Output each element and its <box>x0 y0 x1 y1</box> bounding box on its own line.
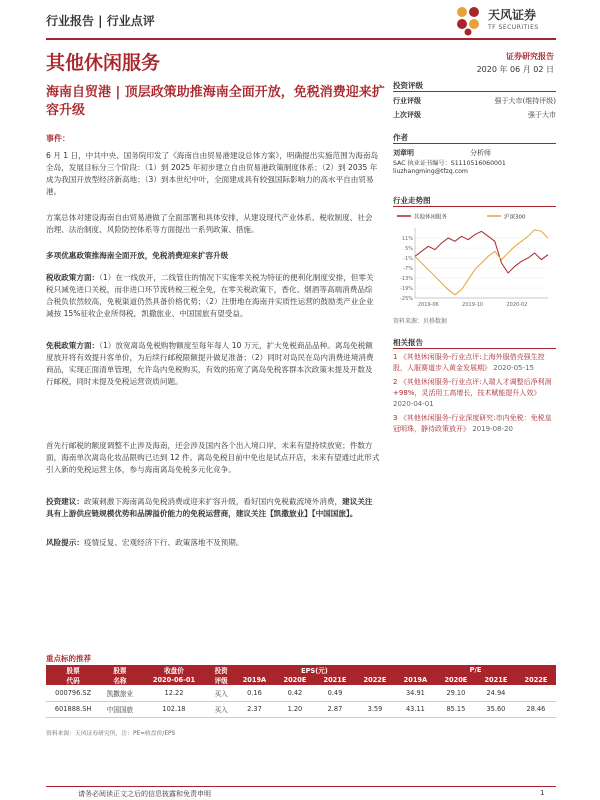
paragraph-3: 多项优惠政策推海南全面开放，免税消费迎来扩容升级 <box>46 251 229 260</box>
cell: 凯撒旅业 <box>100 685 139 701</box>
invest-label: 投资建议： <box>46 497 84 506</box>
report-label: 证券研究报告 <box>506 52 554 61</box>
author-title: 作者 <box>393 133 408 142</box>
logo-en: TF SECURITIES <box>488 24 539 31</box>
related-title: 相关报告 <box>393 338 423 347</box>
tax-paragraph <box>46 272 380 320</box>
industry-name: 其他休闲服务 <box>46 52 161 74</box>
series-line <box>415 230 548 295</box>
th-eps-2019: 2019A <box>234 675 275 685</box>
table-title: 重点标的推荐 <box>46 654 91 663</box>
th-pe-2019: 2019A <box>395 675 436 685</box>
prev-rating-label: 上次评级 <box>393 111 421 119</box>
table-row <box>46 701 556 717</box>
logo-name: 天风证券 <box>488 8 537 22</box>
x-tick-label: 2019-06 <box>417 302 439 308</box>
cell: 85.15 <box>436 701 476 717</box>
author-email: liuzhangming@tfzq.com <box>393 168 468 175</box>
th-name: 名称 <box>100 675 139 685</box>
th-eps-2022: 2022E <box>355 675 395 685</box>
legend-label: 其他休闲服务 <box>414 214 448 221</box>
th-pe-2022: 2022E <box>516 675 556 685</box>
table-source: 资料来源：天风证券研究所，注：PE=收盘价/EPS <box>46 731 176 737</box>
related-item[interactable] <box>393 413 556 435</box>
related-date: 2019-08-20 <box>472 425 513 433</box>
cell: 2.37 <box>234 701 275 717</box>
table-row <box>46 685 556 701</box>
event-paragraph: 6 月 1 日，中共中央、国务院印发了《海南自由贸易港建设总体方案》，明确提出实施范围为海南岛全岛，发展目标分三个阶段：（1）到 2025 年初步建立自由贸易港政策制度体系；（2）到 2035 年成为我国开放型经济新高地；（3）到本世纪中叶，全面建成具有较强国际影响力的高水平自由贸易港。 <box>46 151 379 196</box>
cell: 34.91 <box>395 685 436 701</box>
table-header-row-1 <box>46 665 556 675</box>
th-stock-1: 股票 <box>46 665 100 675</box>
tax-label: 税收政策方面： <box>46 273 100 282</box>
cell <box>355 685 395 701</box>
cell <box>516 685 556 701</box>
cell: 买入 <box>208 701 234 717</box>
cell: 3.59 <box>355 701 395 717</box>
y-tick-label: -25% <box>400 296 413 302</box>
footer-disclaimer: 请务必阅读正文之后的信息披露和免责申明 <box>78 790 211 798</box>
risk-label: 风险提示： <box>46 538 84 547</box>
paragraph-6: 首先行邮税的额度调整不止涉及海南，还会涉及国内各个出入境口岸，未来有望持续放宽；件数方面，海南单次离岛化妆品限购已达到 12 件。离岛免税目前中免也是试点开店，未来有望通过此形式引入新的免税运营主体，参与海南离岛免税多元化竞争。 <box>46 441 380 474</box>
related-list <box>393 352 556 435</box>
cell: 0.49 <box>315 685 355 701</box>
page-title: 海南自贸港 | 顶层政策助推海南全面开放，免税消费迎来扩容升级 <box>46 85 385 118</box>
th-rating: 评级 <box>208 675 234 685</box>
y-tick-label: -13% <box>400 276 413 282</box>
th-close: 收盘价 <box>140 665 209 675</box>
table-header-row-2 <box>46 675 556 685</box>
cell: 28.46 <box>516 701 556 717</box>
recommendation-table <box>46 665 556 718</box>
invest-paragraph <box>46 496 380 520</box>
related-date: 2020-04-01 <box>393 400 434 408</box>
cell: 102.18 <box>140 701 209 717</box>
report-date: 2020 年 06 月 02 日 <box>476 65 554 74</box>
trend-divider <box>393 206 556 207</box>
x-tick-label: 2020-02 <box>506 302 528 308</box>
footer-divider <box>46 786 556 787</box>
related-num: 3 <box>393 414 398 422</box>
duty-paragraph <box>46 340 380 388</box>
event-label: 事件： <box>46 134 70 143</box>
th-eps: EPS(元) <box>234 665 395 675</box>
tax-text: （1）在一线放开，二线管住的情况下实施零关税为特征的便利化制度安排，但零关税只减免进口关税，而非进口环节流转税三税全免，在零关税政策下，香化、烟酒等高端消费品综合税负依然较高，免税渠道仍然具备价格优势；（2）注册地在海南并实质性运营的鼓励类产业企业减按 15%征收企业所得税，凯撒旅业、中国国旅有望受益。 <box>46 273 374 318</box>
th-pe-2021: 2021E <box>476 675 516 685</box>
header-divider <box>46 38 556 40</box>
risk-paragraph <box>46 537 380 549</box>
cell: 601888.SH <box>46 701 100 717</box>
trend-title: 行业走势图 <box>393 196 431 205</box>
cell: 12.22 <box>140 685 209 701</box>
cell: 000796.SZ <box>46 685 100 701</box>
cell: 买入 <box>208 685 234 701</box>
cell: 中国国旅 <box>100 701 139 717</box>
cell: 2.87 <box>315 701 355 717</box>
th-stock-2: 股票 <box>100 665 139 675</box>
th-eps-2020: 2020E <box>275 675 315 685</box>
y-tick-label: -7% <box>403 266 413 272</box>
author-sac: SAC 执业证书编号：S1110516060001 <box>393 160 506 167</box>
cell: 0.42 <box>275 685 315 701</box>
page-number: 1 <box>540 789 545 797</box>
series-line <box>415 231 548 273</box>
rating-title: 投资评级 <box>393 81 423 90</box>
invest-text-2: 建议关注具有上游供应链规模优势和品牌溢价能力的免税运营商，建议关注【凯撒旅业】【中国国旅】。 <box>46 497 373 518</box>
y-tick-label: 5% <box>405 246 413 252</box>
rating-label: 行业评级 <box>393 97 421 105</box>
legend-label: 沪深300 <box>504 214 526 221</box>
duty-label: 免税政策方面： <box>46 341 100 350</box>
trend-chart <box>393 210 556 310</box>
x-tick-label: 2019-10 <box>462 302 484 308</box>
tf-logo-icon <box>452 4 484 36</box>
risk-text: 疫情反复、宏观经济下行、政策落地不及预期。 <box>83 538 244 547</box>
th-pe: P/E <box>395 665 556 675</box>
th-date: 2020-06-01 <box>140 675 209 685</box>
duty-text: （1）放宽离岛免税购物额度至每年每人 10 万元，扩大免税商品品种。离岛免税额度放开将有效提升客单价，为后续行邮税限额提升做足准备；（2）同时对岛民在岛内消费进境消费商品，实现正面清单管理，允许岛内免税购买，有效的拓宽了离岛免税客群本次政策未提及开数及行邮税，同时未提及免税运营资质问题。 <box>46 341 374 386</box>
report-type: 行业报告 | 行业点评 <box>46 14 155 28</box>
invest-text-1: 政策刺激下海南离岛免税消费或迎来扩容升级，看好国内免税截流境外消费， <box>83 497 343 506</box>
author-name: 刘章明 <box>393 149 414 157</box>
th-code: 代码 <box>46 675 100 685</box>
th-pe-2020: 2020E <box>436 675 476 685</box>
related-date: 2020-05-15 <box>493 364 534 372</box>
chart-source: 资料来源：贝格数据 <box>393 318 448 325</box>
author-divider <box>393 143 556 144</box>
cell: 24.94 <box>476 685 516 701</box>
cell: 1.20 <box>275 701 315 717</box>
rating-divider <box>393 91 556 92</box>
cell: 35.60 <box>476 701 516 717</box>
related-text: 《其他休闲服务-行业点评:人瑞人才调整后净利润+98%，灵活用工高增长，技术赋能提升人效》 <box>393 378 552 397</box>
related-item[interactable] <box>393 377 556 410</box>
cell: 29.10 <box>436 685 476 701</box>
related-num: 1 <box>393 353 398 361</box>
y-tick-label: -1% <box>403 256 413 262</box>
th-invest: 投资 <box>208 665 234 675</box>
y-tick-label: 11% <box>401 236 413 242</box>
related-divider <box>393 348 556 349</box>
cell: 0.16 <box>234 685 275 701</box>
rating-value: 强于大市(维持评级) <box>494 97 556 105</box>
related-num: 2 <box>393 378 398 386</box>
paragraph-2: 方案总体对建设海南自由贸易港做了全面部署和具体安排，从建设现代产业体系、税收制度、社会治理、法治制度、风险防控体系等方面提出一系列政策、措施。 <box>46 213 373 234</box>
prev-rating-value: 强于大市 <box>528 111 556 119</box>
related-text: 《其他休闲服务-行业深度研究:市内免税：免税皇冠明珠，静待政策放开》 <box>393 414 552 433</box>
th-eps-2021: 2021E <box>315 675 355 685</box>
y-tick-label: -19% <box>400 286 413 292</box>
related-text: 《其他休闲服务-行业点评:上海外服借壳强生控股，人服赛道步入黄金发展期》 <box>393 353 545 372</box>
related-item[interactable] <box>393 352 556 374</box>
cell: 43.11 <box>395 701 436 717</box>
author-role: 分析师 <box>470 149 491 157</box>
